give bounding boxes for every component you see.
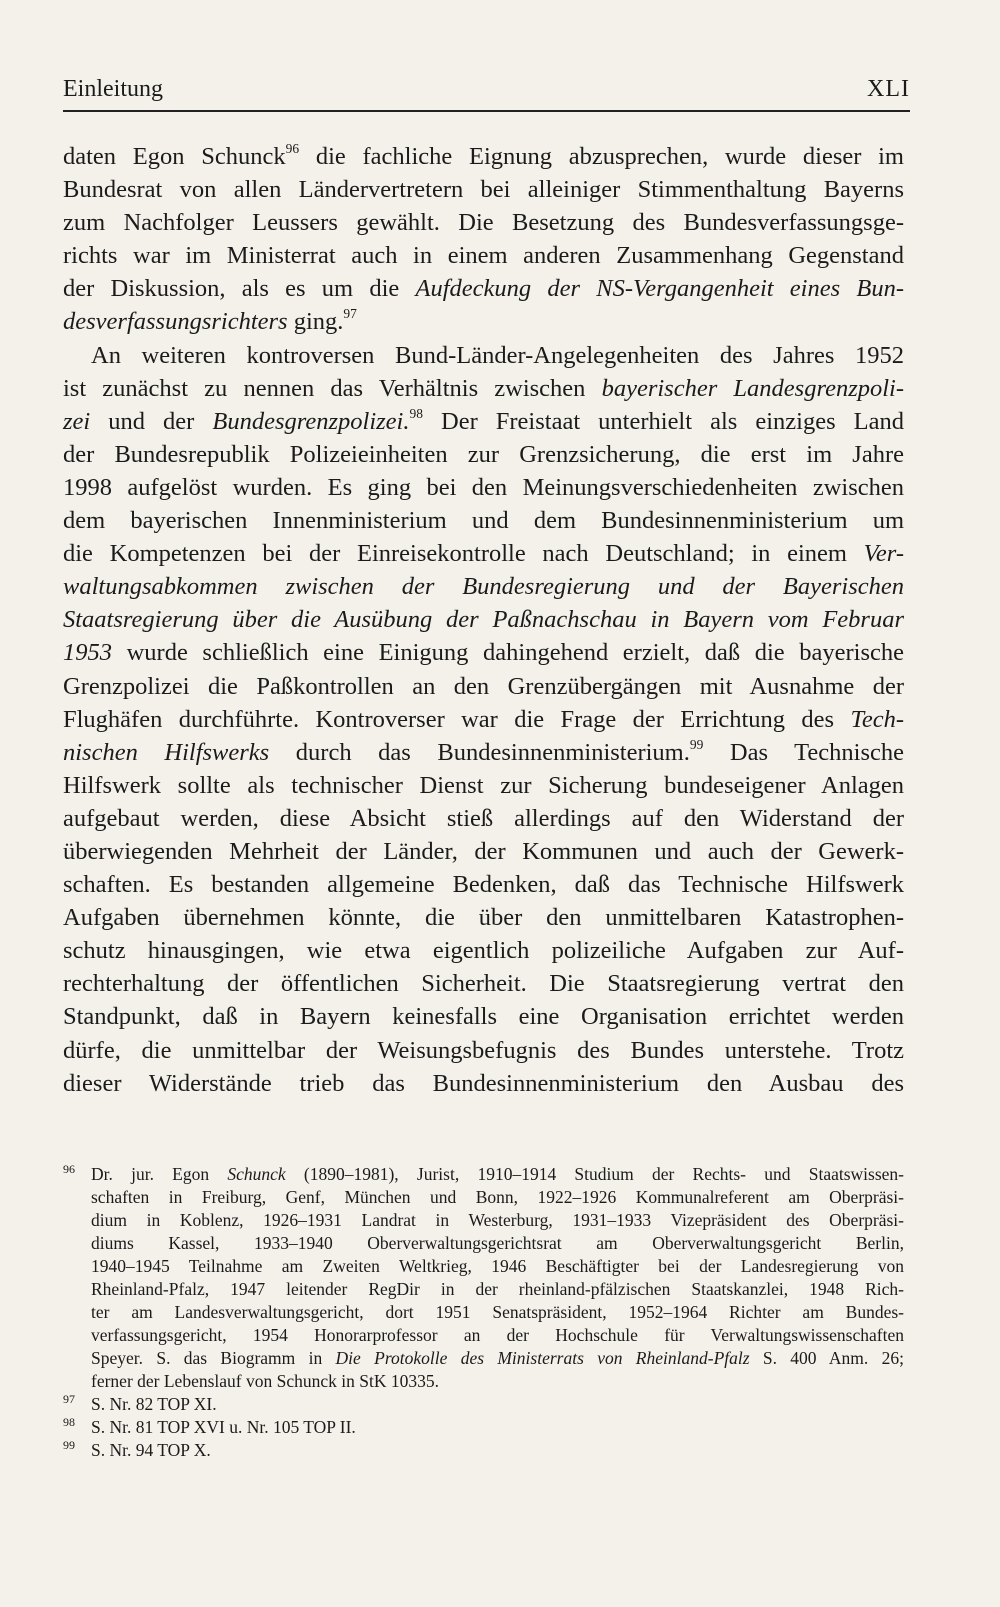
text-line [63, 603, 904, 636]
text-segment: schutz hinausgingen, wie etwa eigentlich polizeiliche Aufgaben zur Auf- [63, 937, 904, 965]
text-line [63, 802, 904, 835]
text-segment: Aufgaben übernehmen könnte, die über den unmittelbaren Katastrophen- [63, 904, 904, 932]
text-line [63, 305, 904, 338]
italic-text: nischen Hilfswerks [63, 738, 270, 766]
footnote [63, 1439, 904, 1462]
text-line [63, 339, 904, 372]
italic-text: Die Protokolle des Ministerrats von Rheinland-Pfalz [335, 1348, 750, 1368]
text-line [63, 405, 904, 438]
text-segment: (1890–1981), Jurist, 1910–1914 Studium der Rechts- und Staatswissen- [285, 1164, 904, 1184]
text-line [63, 471, 904, 504]
footnote-line [63, 1255, 904, 1278]
text-line [63, 736, 904, 769]
text-segment: schaften. Es bestanden allgemeine Bedenken, daß das Technische Hilfswerk [63, 871, 904, 899]
text-line [63, 901, 904, 934]
footnote-line [63, 1347, 904, 1370]
text-segment: Bundesrat von allen Ländervertretern bei alleiniger Stimmenthaltung Bayerns [63, 176, 904, 204]
text-segment: wurde schließlich eine Einigung dahingehend erzielt, daß die bayerische [112, 639, 904, 667]
text-line [63, 272, 904, 305]
text-segment: S. Nr. 81 TOP XVI u. Nr. 105 TOP II. [91, 1417, 356, 1437]
text-segment: 1940–1945 Teilnahme am Zweiten Weltkrieg, 1946 Beschäftigter bei der Landesregierung von [91, 1256, 904, 1276]
italic-text: bayerischer Landesgrenzpoli- [601, 374, 905, 402]
italic-text: desverfassungsrichters [63, 308, 288, 336]
text-segment: An weiteren kontroversen Bund-Länder-Angelegenheiten des Jahres 1952 [91, 341, 904, 369]
footnote-number: 99 [63, 1438, 75, 1452]
text-segment: die Kompetenzen bei der Einreisekontrolle nach Deutschland; in einem [63, 540, 864, 568]
text-line [63, 239, 904, 272]
text-segment: Rheinland-Pfalz, 1947 leitender RegDir in der rheinland-pfälzischen Staatskanzlei, 1948 Rich- [91, 1279, 904, 1299]
italic-text: waltungsabkommen zwischen der Bundesregierung und der Bayerischen [63, 573, 904, 601]
text-line [63, 438, 904, 471]
text-segment: Speyer. S. das Biogramm in [91, 1348, 336, 1368]
footnote-reference: 98 [409, 405, 423, 421]
text-segment: daten Egon Schunck [63, 143, 286, 170]
footnote-number: 98 [63, 1415, 75, 1429]
text-line [63, 372, 904, 405]
text-line [63, 504, 904, 537]
text-segment: S. Nr. 94 TOP X. [91, 1440, 211, 1460]
footnote-line [63, 1370, 904, 1393]
italic-text: Staatsregierung über die Ausübung der Paßnachschau in Bayern vom Februar [63, 606, 904, 634]
footnote-number: 97 [63, 1392, 75, 1406]
italic-text: Schunck [227, 1164, 286, 1184]
footnote-line [63, 1186, 904, 1209]
text-line [63, 934, 904, 967]
text-line [63, 1067, 904, 1100]
text-segment: Standpunkt, daß in Bayern keinesfalls eine Organisation errichtet werden [63, 1003, 904, 1031]
footnotes [63, 1163, 904, 1462]
footnote [63, 1163, 904, 1393]
footnote [63, 1416, 904, 1439]
text-line [63, 173, 904, 206]
italic-text: Tech- [850, 705, 904, 733]
text-line [63, 140, 904, 173]
text-line [63, 769, 904, 802]
footnote-reference: 96 [285, 141, 300, 157]
text-segment: und der [90, 407, 213, 435]
text-segment: dium in Koblenz, 1926–1931 Landrat in Westerburg, 1931–1933 Vizepräsident des Oberpräsi- [91, 1210, 904, 1230]
footnote-reference: 97 [343, 306, 357, 322]
text-segment: Flughäfen durchführte. Kontroverser war die Frage der Errichtung des [63, 705, 851, 733]
footnote-line [63, 1439, 904, 1462]
text-line [63, 206, 904, 239]
running-header-section: Einleitung [63, 76, 163, 102]
italic-text: Bundesgrenzpolizei. [212, 407, 410, 435]
text-segment: ist zunächst zu nennen das Verhältnis zwischen [63, 374, 602, 402]
text-segment: der Bundesrepublik Polizeieinheiten zur Grenzsicherung, die erst im Jahre [63, 440, 904, 468]
text-segment: ging. [287, 308, 344, 336]
text-segment: diums Kassel, 1933–1940 Oberverwaltungsgerichtsrat am Oberverwaltungsgericht Berlin, [91, 1233, 904, 1253]
running-header [63, 74, 910, 112]
italic-text: Ver- [863, 540, 904, 568]
footnote-line [63, 1393, 904, 1416]
text-segment: dürfe, die unmittelbar der Weisungsbefugnis des Bundes unterstehe. Trotz [63, 1036, 904, 1064]
footnote-line [63, 1416, 904, 1439]
text-segment: S. 400 Anm. 26; [749, 1348, 904, 1368]
footnote-number: 96 [63, 1162, 75, 1176]
text-segment: ter am Landesverwaltungsgericht, dort 1951 Senatspräsident, 1952–1964 Richter am Bundes- [91, 1302, 904, 1322]
main-text [63, 140, 904, 1100]
footnote-line [63, 1163, 904, 1186]
text-segment: aufgebaut werden, diese Absicht stieß allerdings auf den Widerstand der [63, 804, 904, 832]
text-segment: dem bayerischen Innenministerium und dem Bundesinnenministerium um [63, 507, 904, 535]
text-segment: Das Technische [703, 738, 904, 766]
footnote [63, 1393, 904, 1416]
text-segment: durch das Bundesinnenministerium. [269, 738, 690, 766]
italic-text: 1953 [63, 639, 112, 667]
italic-text: zei [63, 407, 91, 435]
text-segment: der Diskussion, als es um die [63, 275, 416, 303]
text-segment: zum Nachfolger Leussers gewählt. Die Besetzung des Bundesverfassungsge- [63, 209, 904, 237]
text-line [63, 570, 904, 603]
text-line [63, 1034, 904, 1067]
text-line [63, 967, 904, 1000]
text-segment: dieser Widerstände trieb das Bundesinnenministerium den Ausbau des [63, 1069, 904, 1097]
footnote-reference: 99 [689, 736, 704, 752]
text-line [63, 703, 904, 736]
text-segment: verfassungsgericht, 1954 Honorarprofessor an der Hochschule für Verwaltungswissenschaften [91, 1325, 904, 1345]
footnote-line [63, 1209, 904, 1232]
text-segment: S. Nr. 82 TOP XI. [91, 1394, 217, 1414]
text-line [63, 636, 904, 669]
text-segment: Hilfswerk sollte als technischer Dienst zur Sicherung bundeseigener Anlagen [63, 771, 904, 799]
text-segment: die fachliche Eignung abzusprechen, wurde dieser im [299, 143, 904, 170]
footnote-line [63, 1301, 904, 1324]
footnote-line [63, 1278, 904, 1301]
text-segment: ferner der Lebenslauf von Schunck in StK 10335. [91, 1371, 439, 1391]
text-line [63, 1000, 904, 1033]
text-segment: 1998 aufgelöst wurden. Es ging bei den Meinungsverschiedenheiten zwischen [63, 473, 904, 501]
text-segment: Grenzpolizei die Paßkontrollen an den Grenzübergängen mit Ausnahme der [63, 672, 904, 700]
text-segment: schaften in Freiburg, Genf, München und Bonn, 1922–1926 Kommunalreferent am Oberpräsi- [91, 1187, 904, 1207]
footnote-line [63, 1232, 904, 1255]
text-line [63, 537, 904, 570]
text-line [63, 868, 904, 901]
text-segment: Der Freistaat unterhielt als einziges Land [422, 407, 904, 435]
text-line [63, 670, 904, 703]
text-segment: überwiegenden Mehrheit der Länder, der Kommunen und auch der Gewerk- [63, 837, 904, 865]
text-line [63, 835, 904, 868]
text-segment: rechterhaltung der öffentlichen Sicherheit. Die Staatsregierung vertrat den [63, 970, 904, 998]
footnote-line [63, 1324, 904, 1347]
italic-text: Aufdeckung der NS-Vergangenheit eines Bun- [415, 275, 904, 303]
page-number: XLI [867, 76, 910, 102]
text-segment: Dr. jur. Egon [91, 1164, 228, 1184]
text-segment: richts war im Ministerrat auch in einem anderen Zusammenhang Gegenstand [63, 242, 904, 270]
